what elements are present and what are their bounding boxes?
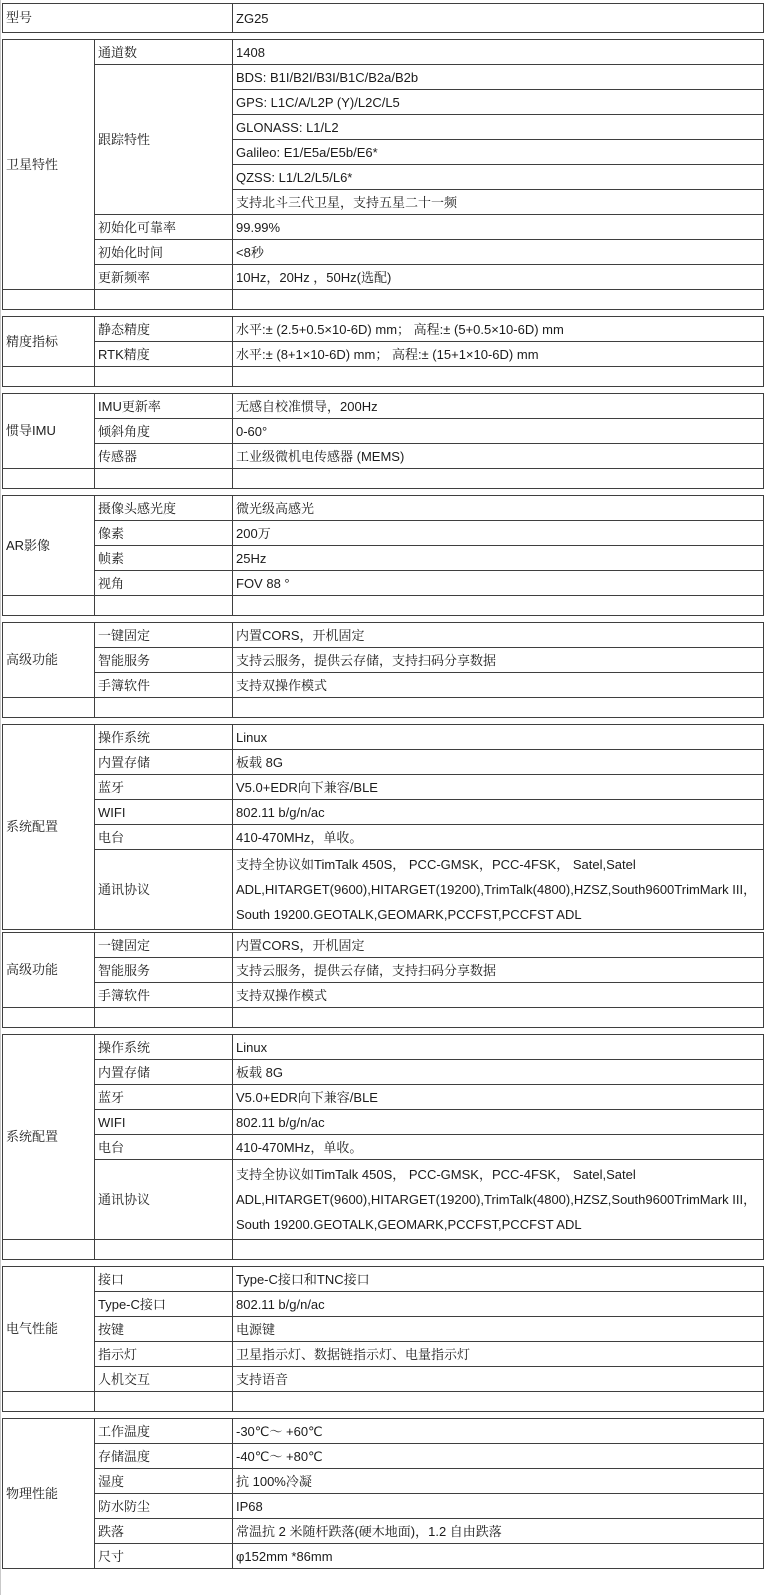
param-cell: 内置存储 [95, 1060, 233, 1085]
value-cell: 99.99% [233, 215, 764, 240]
category-cell: 卫星特性 [3, 40, 95, 290]
spec-row [3, 342, 764, 367]
spec-row [3, 800, 764, 825]
spec-row [3, 1419, 764, 1444]
param-cell: 手簿软件 [95, 673, 233, 698]
spec-row [3, 1085, 764, 1110]
empty-cell [233, 1392, 764, 1412]
spacer-row [3, 367, 764, 387]
spacer-row [3, 1008, 764, 1028]
param-cell: 像素 [95, 521, 233, 546]
value-cell: 支持全协议如TimTalk 450S， PCC-GMSK，PCC-4FSK， Satel,Satel ADL,HITARGET(9600),HITARGET(19200),TrimTalk(4800),HZSZ,South9600TrimMark III，South 19200.GEOTALK,GEOMARK,PCCFST,PCCFST ADL [233, 1160, 764, 1240]
spec-row [3, 521, 764, 546]
param-cell: 跟踪特性 [95, 65, 233, 215]
section-table [2, 39, 764, 310]
spec-row [3, 1367, 764, 1392]
spec-row [3, 1135, 764, 1160]
spec-row [3, 265, 764, 290]
param-cell: 电台 [95, 1135, 233, 1160]
model-value: ZG25 [233, 4, 764, 33]
spec-row [3, 1292, 764, 1317]
param-cell: 操作系统 [95, 1035, 233, 1060]
value-cell: 410-470MHz，单收。 [233, 825, 764, 850]
empty-cell [3, 698, 95, 718]
spec-row [3, 958, 764, 983]
spec-row [3, 65, 764, 90]
spec-row [3, 850, 764, 930]
param-cell: 按键 [95, 1317, 233, 1342]
empty-cell [3, 596, 95, 616]
value-cell: 水平:± (8+1×10-6D) mm； 高程:± (15+1×10-6D) mm [233, 342, 764, 367]
param-cell: 一键固定 [95, 623, 233, 648]
value-cell: 支持双操作模式 [233, 673, 764, 698]
category-cell: 电气性能 [3, 1267, 95, 1392]
param-cell: 电台 [95, 825, 233, 850]
param-cell: 通讯协议 [95, 1160, 233, 1240]
spec-row [3, 240, 764, 265]
param-cell: 倾斜角度 [95, 419, 233, 444]
value-cell: 卫星指示灯、数据链指示灯、电量指示灯 [233, 1342, 764, 1367]
spec-row [3, 1267, 764, 1292]
param-cell: 初始化可靠率 [95, 215, 233, 240]
spec-row [3, 317, 764, 342]
param-cell: 传感器 [95, 444, 233, 469]
value-cell: Type-C接口和TNC接口 [233, 1267, 764, 1292]
section-table [2, 724, 764, 930]
spec-row [3, 1469, 764, 1494]
param-cell: 手簿软件 [95, 983, 233, 1008]
section-table [2, 393, 764, 489]
param-cell: 蓝牙 [95, 1085, 233, 1110]
spec-row [3, 4, 764, 33]
empty-cell [3, 1392, 95, 1412]
value-cell: 支持语音 [233, 1367, 764, 1392]
value-cell: 支持云服务，提供云存储，支持扫码分享数据 [233, 648, 764, 673]
section-table [2, 495, 764, 616]
spacer-row [3, 698, 764, 718]
param-cell: WIFI [95, 800, 233, 825]
spec-row [3, 496, 764, 521]
section-table [2, 932, 764, 1028]
section-table [2, 1034, 764, 1260]
empty-cell [95, 469, 233, 489]
value-cell: Linux [233, 1035, 764, 1060]
category-cell: 精度指标 [3, 317, 95, 367]
param-cell: 静态精度 [95, 317, 233, 342]
spec-row [3, 673, 764, 698]
value-cell: 常温抗 2 米随杆跌落(硬木地面)，1.2 自由跌落 [233, 1519, 764, 1544]
empty-cell [233, 1008, 764, 1028]
value-cell: 0-60° [233, 419, 764, 444]
spec-row [3, 215, 764, 240]
value-cell: V5.0+EDR向下兼容/BLE [233, 1085, 764, 1110]
param-cell: 视角 [95, 571, 233, 596]
empty-cell [95, 1008, 233, 1028]
value-cell: 支持全协议如TimTalk 450S， PCC-GMSK，PCC-4FSK， Satel,Satel ADL,HITARGET(9600),HITARGET(19200),TrimTalk(4800),HZSZ,South9600TrimMark III，South 19200.GEOTALK,GEOMARK,PCCFST,PCCFST ADL [233, 850, 764, 930]
value-cell: 工业级微机电传感器 (MEMS) [233, 444, 764, 469]
param-cell: 工作温度 [95, 1419, 233, 1444]
value-cell: -40℃～ +80℃ [233, 1444, 764, 1469]
param-cell: 防水防尘 [95, 1494, 233, 1519]
param-cell: 通道数 [95, 40, 233, 65]
spec-row [3, 983, 764, 1008]
empty-cell [233, 596, 764, 616]
spec-row [3, 1060, 764, 1085]
value-cell: 抗 100%冷凝 [233, 1469, 764, 1494]
value-cell: 10Hz，20Hz ，50Hz(选配) [233, 265, 764, 290]
value-cell: -30℃～ +60℃ [233, 1419, 764, 1444]
value-cell: 微光级高感光 [233, 496, 764, 521]
section-table [2, 1418, 764, 1569]
spec-row [3, 1317, 764, 1342]
spacer-row [3, 596, 764, 616]
spacer-row [3, 1240, 764, 1260]
empty-cell [3, 290, 95, 310]
value-cell: 410-470MHz，单收。 [233, 1135, 764, 1160]
empty-cell [95, 290, 233, 310]
section-table [2, 1266, 764, 1412]
spec-row [3, 1444, 764, 1469]
empty-cell [95, 1392, 233, 1412]
value-cell: GPS: L1C/A/L2P (Y)/L2C/L5 [233, 90, 764, 115]
spec-row [3, 571, 764, 596]
empty-cell [95, 698, 233, 718]
param-cell: 一键固定 [95, 933, 233, 958]
category-cell: 系统配置 [3, 725, 95, 930]
param-cell: 内置存储 [95, 750, 233, 775]
value-cell: <8秒 [233, 240, 764, 265]
empty-cell [3, 1240, 95, 1260]
param-cell: IMU更新率 [95, 394, 233, 419]
spec-row [3, 1110, 764, 1135]
param-cell: WIFI [95, 1110, 233, 1135]
spec-row [3, 775, 764, 800]
value-cell: 802.11 b/g/n/ac [233, 800, 764, 825]
spec-row [3, 825, 764, 850]
spec-row [3, 1342, 764, 1367]
param-cell: 湿度 [95, 1469, 233, 1494]
category-cell: AR影像 [3, 496, 95, 596]
category-cell: 物理性能 [3, 1419, 95, 1569]
param-cell: 智能服务 [95, 958, 233, 983]
value-cell: 板载 8G [233, 1060, 764, 1085]
param-cell: 跌落 [95, 1519, 233, 1544]
model-label: 型号 [3, 4, 233, 33]
category-cell: 系统配置 [3, 1035, 95, 1240]
param-cell: 尺寸 [95, 1544, 233, 1569]
category-cell: 惯导IMU [3, 394, 95, 469]
value-cell: φ152mm *86mm [233, 1544, 764, 1569]
param-cell: 智能服务 [95, 648, 233, 673]
spec-row [3, 1544, 764, 1569]
spec-row [3, 750, 764, 775]
value-cell: 内置CORS，开机固定 [233, 933, 764, 958]
value-cell: Galileo: E1/E5a/E5b/E6* [233, 140, 764, 165]
spec-row [3, 546, 764, 571]
spec-row [3, 725, 764, 750]
value-cell: 板载 8G [233, 750, 764, 775]
empty-cell [95, 1240, 233, 1260]
param-cell: Type-C接口 [95, 1292, 233, 1317]
value-cell: 802.11 b/g/n/ac [233, 1292, 764, 1317]
empty-cell [233, 1240, 764, 1260]
value-cell: GLONASS: L1/L2 [233, 115, 764, 140]
empty-cell [233, 367, 764, 387]
param-cell: 指示灯 [95, 1342, 233, 1367]
category-cell: 高级功能 [3, 933, 95, 1008]
empty-cell [233, 698, 764, 718]
value-cell: 水平:± (2.5+0.5×10-6D) mm； 高程:± (5+0.5×10-6D) mm [233, 317, 764, 342]
value-cell: QZSS: L1/L2/L5/L6* [233, 165, 764, 190]
param-cell: 更新频率 [95, 265, 233, 290]
value-cell: IP68 [233, 1494, 764, 1519]
spec-row [3, 1519, 764, 1544]
spec-row [3, 1494, 764, 1519]
spec-row [3, 419, 764, 444]
value-cell: 支持北斗三代卫星，支持五星二十一频 [233, 190, 764, 215]
spec-row [3, 40, 764, 65]
value-cell: 200万 [233, 521, 764, 546]
spec-row [3, 1160, 764, 1240]
section-table [2, 622, 764, 718]
param-cell: RTK精度 [95, 342, 233, 367]
value-cell: Linux [233, 725, 764, 750]
value-cell: 电源键 [233, 1317, 764, 1342]
param-cell: 人机交互 [95, 1367, 233, 1392]
value-cell: 802.11 b/g/n/ac [233, 1110, 764, 1135]
param-cell: 通讯协议 [95, 850, 233, 930]
param-cell: 接口 [95, 1267, 233, 1292]
empty-cell [3, 367, 95, 387]
param-cell: 蓝牙 [95, 775, 233, 800]
empty-cell [233, 469, 764, 489]
empty-cell [95, 367, 233, 387]
spacer-row [3, 1392, 764, 1412]
value-cell: 支持双操作模式 [233, 983, 764, 1008]
empty-cell [95, 596, 233, 616]
value-cell: V5.0+EDR向下兼容/BLE [233, 775, 764, 800]
value-cell: 内置CORS，开机固定 [233, 623, 764, 648]
param-cell: 摄像头感光度 [95, 496, 233, 521]
value-cell: BDS: B1I/B2I/B3I/B1C/B2a/B2b [233, 65, 764, 90]
empty-cell [233, 290, 764, 310]
param-cell: 初始化时间 [95, 240, 233, 265]
spec-row [3, 648, 764, 673]
param-cell: 操作系统 [95, 725, 233, 750]
empty-cell [3, 1008, 95, 1028]
section-table [2, 316, 764, 387]
spacer-row [3, 290, 764, 310]
spec-row [3, 394, 764, 419]
value-cell: 25Hz [233, 546, 764, 571]
spec-row [3, 1035, 764, 1060]
spec-row [3, 623, 764, 648]
spec-row [3, 444, 764, 469]
value-cell: 支持云服务，提供云存储，支持扫码分享数据 [233, 958, 764, 983]
empty-cell [3, 469, 95, 489]
value-cell: FOV 88 ° [233, 571, 764, 596]
value-cell: 无感自校准惯导，200Hz [233, 394, 764, 419]
value-cell: 1408 [233, 40, 764, 65]
category-cell: 高级功能 [3, 623, 95, 698]
spacer-row [3, 469, 764, 489]
model-table [2, 3, 764, 33]
param-cell: 存储温度 [95, 1444, 233, 1469]
spec-row [3, 933, 764, 958]
param-cell: 帧素 [95, 546, 233, 571]
